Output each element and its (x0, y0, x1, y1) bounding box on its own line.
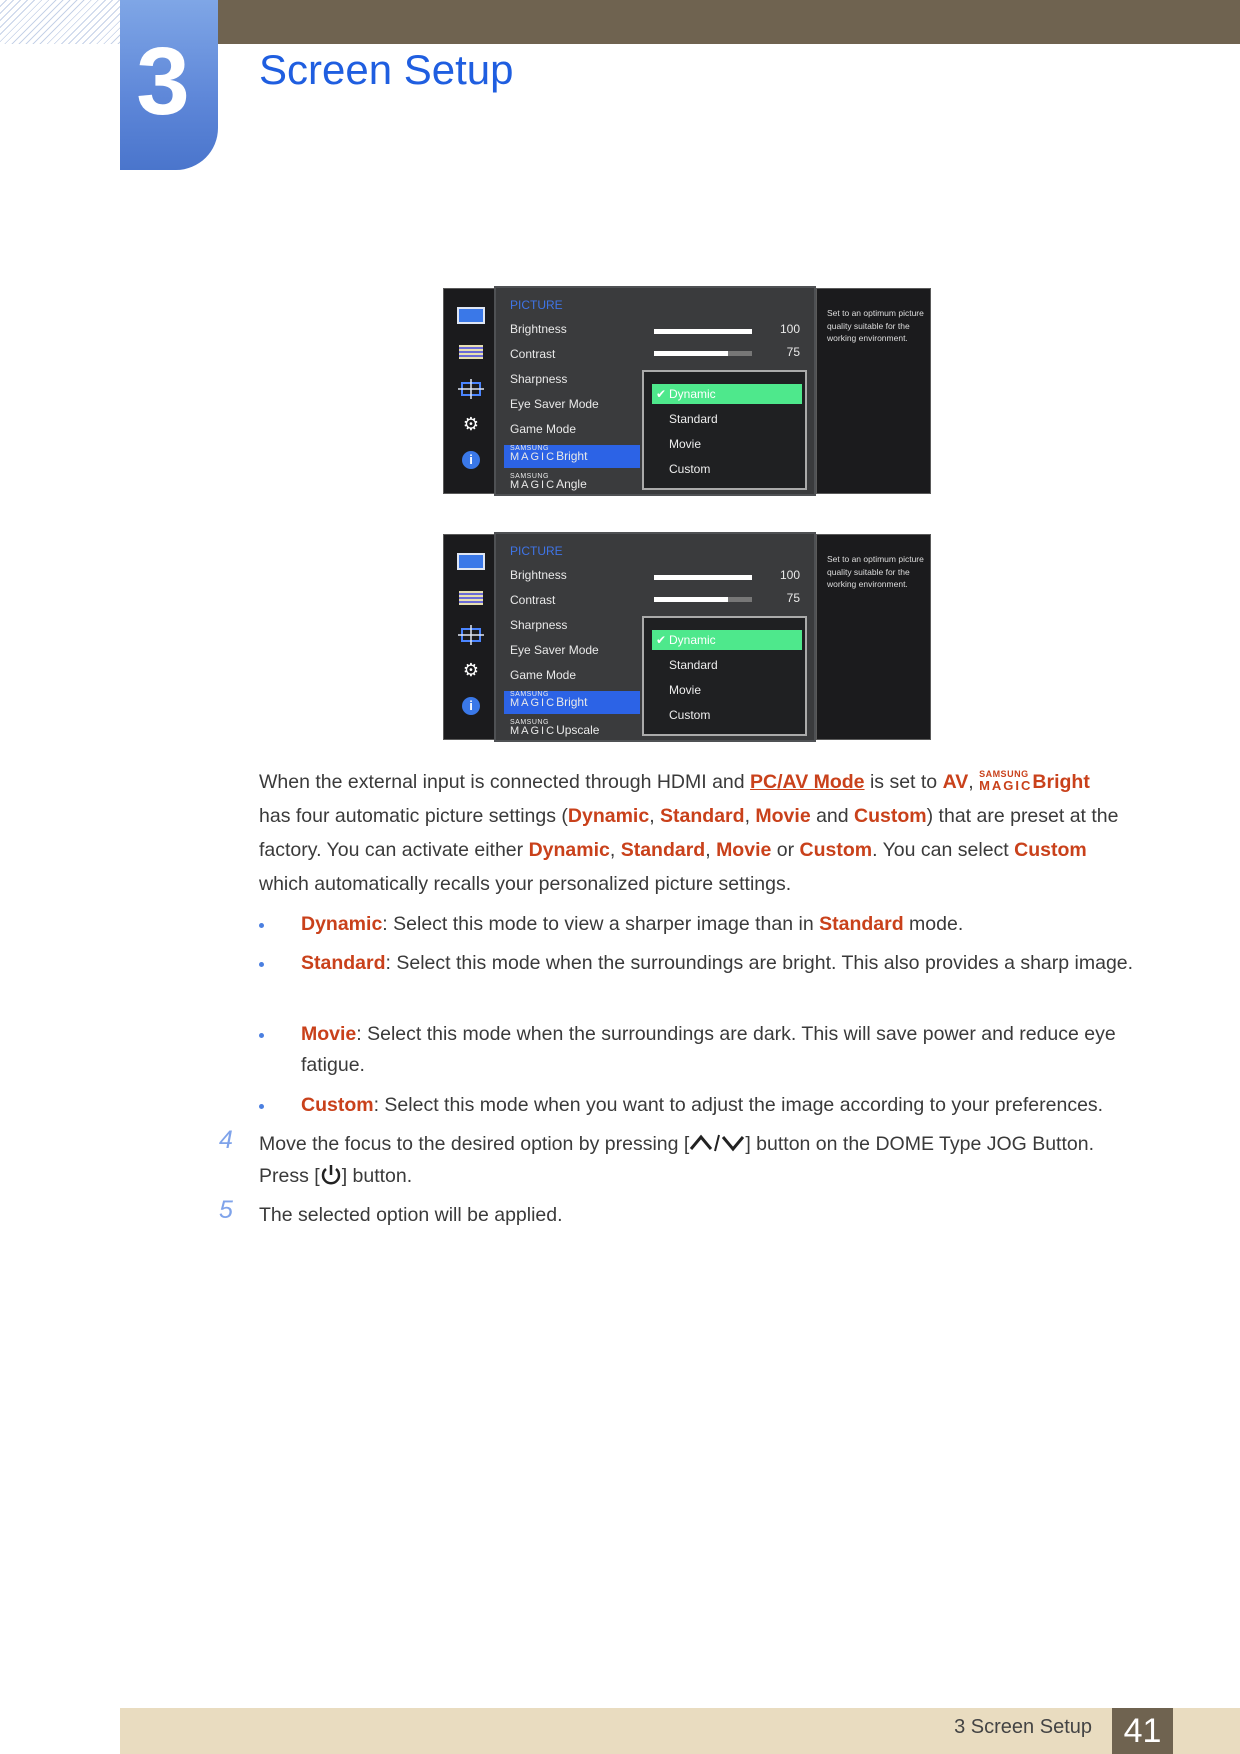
menu-item-brightness: Brightness (510, 568, 567, 582)
gear-icon: ⚙ (462, 660, 480, 680)
info-icon: i (456, 695, 486, 717)
header-hatch-decoration (0, 0, 120, 44)
osd-screenshot-2 (443, 532, 931, 742)
magic-logo: SAMSUNG MAGIC (510, 691, 557, 709)
option-custom: Custom (669, 462, 711, 476)
color-menu-icon (456, 341, 486, 363)
chapter-number: 3 (136, 28, 190, 135)
bullet-standard: Standard: Select this mode when the surroundings are bright. This also provides a sharp image. (259, 948, 1159, 979)
menu-item-contrast: Contrast (510, 347, 556, 361)
option-standard: Standard (669, 412, 718, 426)
picture-menu-icon (456, 307, 486, 329)
step-number-5: 5 (219, 1196, 233, 1224)
intro-paragraph: When the external input is connected through HDMI and PC/AV Mode is set to AV, SAMSUNG MAGIC Bright has four automatic picture settings (Dynamic, Standard, Movie and Custom) that are preset at the factory. You can activate either Dynamic, Standard, Movie or Custom. You can select Custom which automatically recalls your personalized picture settings. (259, 769, 1119, 895)
step-number-4: 4 (219, 1126, 233, 1154)
brightness-slider (654, 575, 752, 580)
option-custom: Custom (669, 708, 711, 722)
magic-logo: SAMSUNG MAGIC (510, 473, 557, 491)
osd-header: PICTURE (510, 544, 563, 558)
check-icon: ✔ (656, 633, 667, 647)
menu-item-eye-saver-mode: Eye Saver Mode (510, 643, 599, 657)
menu-item-game-mode: Game Mode (510, 422, 577, 436)
menu-item-sharpness: Sharpness (510, 372, 568, 386)
contrast-value: 75 (786, 345, 800, 359)
bullet-movie: Movie: Select this mode when the surroundings are dark. This will save power and reduce eye fatigue. (259, 1019, 1159, 1081)
menu-item-brightness: Brightness (510, 322, 567, 336)
step-4-text: Move the focus to the desired option by pressing [ ] button on the DOME Type JOG Button. Press [ ] button. (259, 1133, 1095, 1187)
option-movie: Movie (669, 437, 702, 451)
power-icon (320, 1164, 342, 1186)
osd-screenshot-1 (443, 286, 931, 496)
osd-header: PICTURE (510, 298, 563, 312)
option-dynamic: ✔ Dynamic (652, 630, 802, 650)
step-5-text: The selected option will be applied. (259, 1204, 563, 1226)
osd-menu-panel (494, 286, 816, 496)
menu-item-sharpness: Sharpness (510, 618, 568, 632)
up-down-arrows-icon (689, 1133, 745, 1153)
menu-item-contrast: Contrast (510, 593, 556, 607)
option-standard: Standard (669, 658, 718, 672)
size-position-icon (456, 378, 486, 400)
brightness-value: 100 (779, 322, 800, 336)
osd-menu-panel (494, 532, 816, 742)
magic-logo: SAMSUNG MAGIC (510, 445, 557, 463)
brightness-value: 100 (779, 568, 800, 582)
info-icon: i (456, 449, 486, 471)
menu-item-eye-saver-mode: Eye Saver Mode (510, 397, 599, 411)
magic-bright-dropdown (642, 370, 807, 490)
magic-logo: SAMSUNG MAGIC (510, 719, 557, 737)
option-movie: Movie (669, 683, 702, 697)
check-icon: ✔ (656, 387, 667, 401)
osd-description: Set to an optimum picture quality suitable for the working environment. (816, 534, 931, 740)
bullet-dot (259, 1033, 264, 1038)
menu-item-magic-bright: SAMSUNG MAGIC Bright (504, 445, 640, 468)
magic-logo: SAMSUNG MAGIC (979, 769, 1033, 793)
bullet-dynamic: Dynamic: Select this mode to view a sharper image than in Standard mode. (259, 909, 1159, 940)
brightness-slider (654, 329, 752, 334)
picture-menu-icon (456, 553, 486, 575)
magic-bright-dropdown (642, 616, 807, 736)
menu-item-game-mode: Game Mode (510, 668, 577, 682)
bullet-dot (259, 923, 264, 928)
pcav-mode-link[interactable]: PC/AV Mode (750, 771, 865, 793)
osd-icon-column (443, 534, 495, 740)
osd-description: Set to an optimum picture quality suitable for the working environment. (816, 288, 931, 494)
osd-icon-column (443, 288, 495, 494)
bullet-custom: Custom: Select this mode when you want to adjust the image according to your preferences. (259, 1090, 1159, 1121)
footer-label: 3 Screen Setup (954, 1716, 1092, 1738)
color-menu-icon (456, 587, 486, 609)
bullet-dot (259, 1104, 264, 1109)
menu-item-last: SAMSUNG MAGIC Upscale (510, 719, 600, 737)
option-dynamic: ✔ Dynamic (652, 384, 802, 404)
bullet-dot (259, 962, 264, 967)
menu-item-magic-bright: SAMSUNG MAGIC Bright (504, 691, 640, 714)
contrast-slider (654, 351, 752, 356)
contrast-slider (654, 597, 752, 602)
size-position-icon (456, 624, 486, 646)
menu-item-last: SAMSUNG MAGIC Angle (510, 473, 587, 491)
page-title: Screen Setup (259, 46, 514, 93)
header-bar (120, 0, 1240, 44)
contrast-value: 75 (786, 591, 800, 605)
gear-icon: ⚙ (462, 414, 480, 434)
page-number: 41 (1112, 1708, 1173, 1754)
